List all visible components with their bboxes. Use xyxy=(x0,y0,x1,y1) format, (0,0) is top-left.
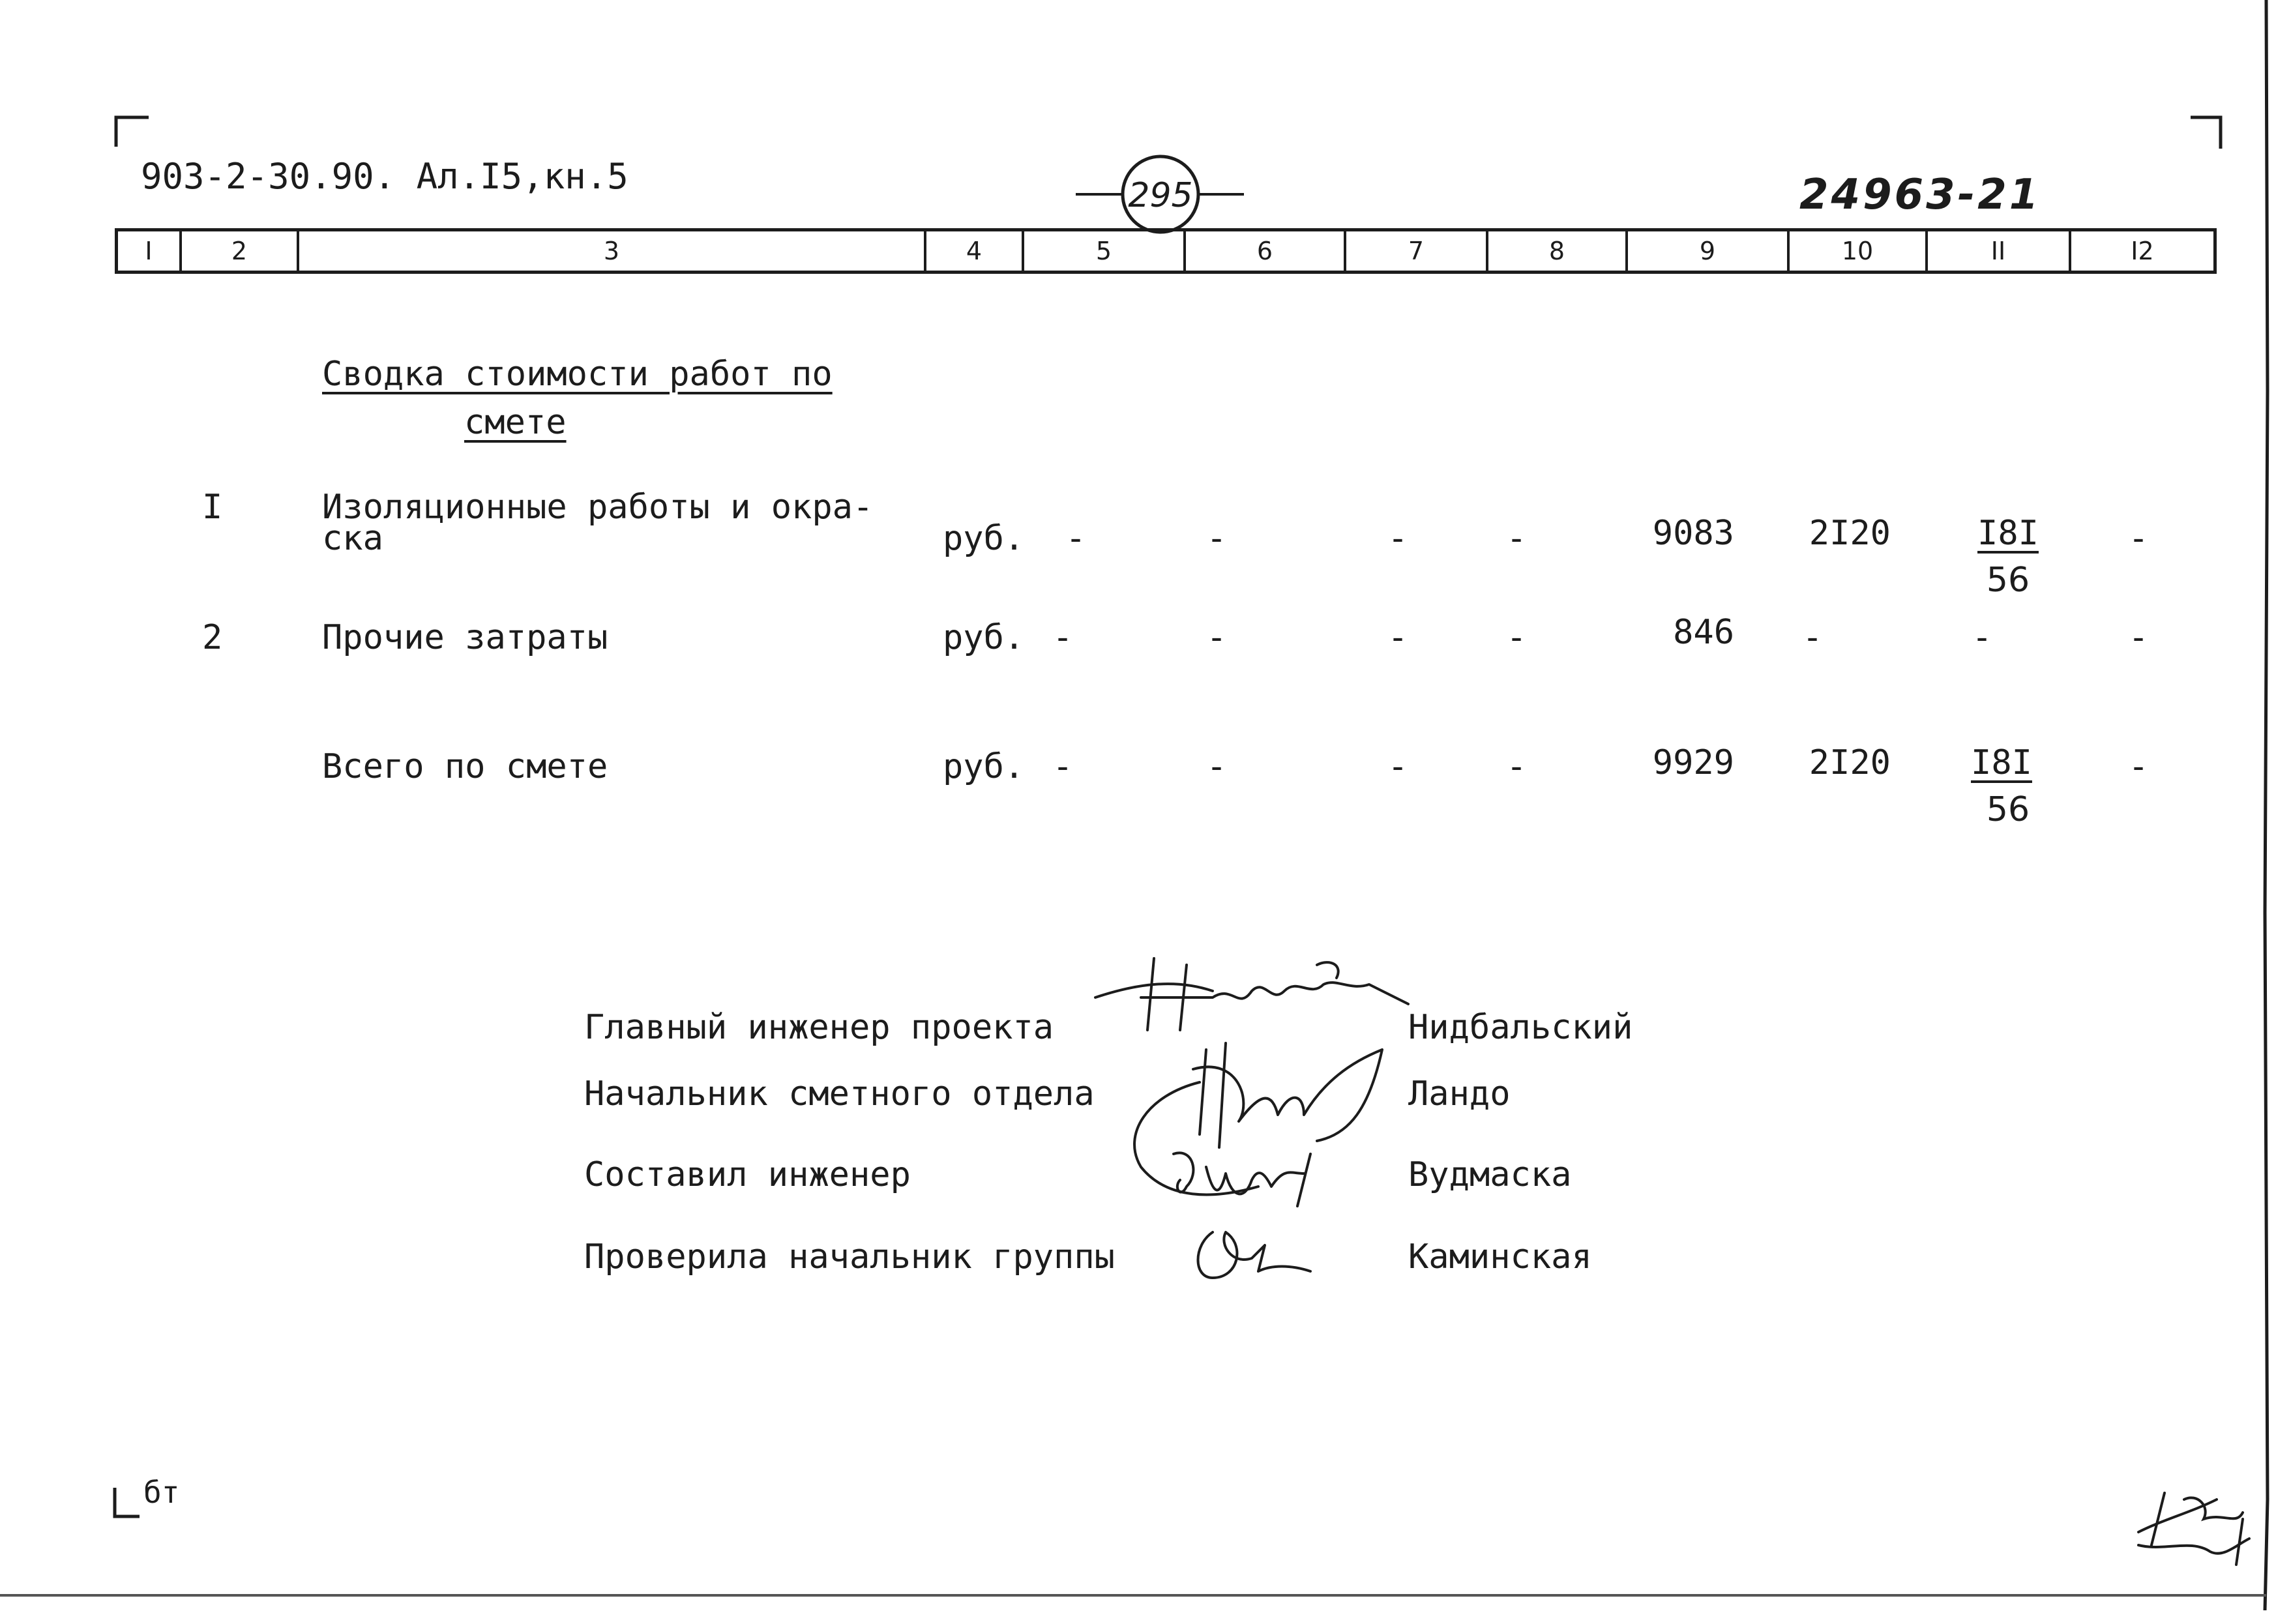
cell-col11-numerator: I8I xyxy=(1977,514,2039,553)
column-header: 2 xyxy=(179,231,297,271)
cell-col8: - xyxy=(1506,618,1527,657)
total-col9: 9929 xyxy=(1652,743,1734,782)
signature-role: Главный инженер проекта xyxy=(584,1008,1054,1047)
column-header: 3 xyxy=(297,231,924,271)
cell-col10: - xyxy=(1802,618,1823,657)
signature-role: Проверила начальник группы xyxy=(584,1237,1115,1277)
column-header: 8 xyxy=(1486,231,1625,271)
cell-col11: - xyxy=(1972,618,1992,657)
handwritten-signatures xyxy=(1043,939,1434,1304)
column-header: 9 xyxy=(1625,231,1787,271)
doc-code: 903-2-30.90. Ал.I5,кн.5 xyxy=(141,156,628,197)
signature-name: Вудмаска xyxy=(1408,1155,1572,1194)
summary-title-line1: Сводка стоимости работ по xyxy=(322,355,833,394)
cell-col8: - xyxy=(1506,519,1527,558)
total-col11-denominator: 56 xyxy=(1986,790,2030,829)
summary-title-line2: смете xyxy=(464,403,567,442)
cell-col10: 2I20 xyxy=(1809,514,1891,553)
total-col12: - xyxy=(2128,747,2149,786)
cell-col5: - xyxy=(1052,618,1073,657)
row-number: I xyxy=(202,488,223,527)
row-number: 2 xyxy=(202,618,223,657)
column-header: 4 xyxy=(924,231,1022,271)
total-col8: - xyxy=(1506,747,1527,786)
cell-col7: - xyxy=(1387,519,1408,558)
total-label: Всего по смете xyxy=(322,747,608,786)
column-header: II xyxy=(1925,231,2069,271)
cell-col12: - xyxy=(2128,618,2149,657)
cell-col11-denominator: 56 xyxy=(1986,561,2030,600)
total-col11-numerator: I8I xyxy=(1971,743,2032,782)
column-header: 5 xyxy=(1022,231,1183,271)
signature-name: Ландо xyxy=(1408,1074,1511,1114)
row-name-line2: ска xyxy=(322,519,383,558)
corner-mark: бт xyxy=(143,1475,180,1510)
signature-role: Составил инженер xyxy=(584,1155,911,1194)
column-header: 10 xyxy=(1787,231,1925,271)
cell-col6: - xyxy=(1206,519,1227,558)
signature-role: Начальник сметного отдела xyxy=(584,1074,1095,1114)
column-header: 6 xyxy=(1183,231,1344,271)
cell-col12: - xyxy=(2128,519,2149,558)
column-header: I xyxy=(145,237,153,265)
row-unit: руб. xyxy=(943,618,1025,657)
signature-name: Нидбальский xyxy=(1408,1008,1633,1047)
cell-col9: 846 xyxy=(1673,613,1734,652)
column-header: I2 xyxy=(2069,231,2213,271)
cell-col5: - xyxy=(1065,519,1086,558)
column-header-bar xyxy=(115,228,2217,274)
total-col6: - xyxy=(1206,747,1227,786)
initials-scribble xyxy=(2125,1473,2256,1571)
total-unit: руб. xyxy=(943,747,1025,786)
page-number: 295 xyxy=(1128,176,1193,215)
column-header: 7 xyxy=(1344,231,1486,271)
signature-name: Каминская xyxy=(1408,1237,1592,1277)
cell-col9: 9083 xyxy=(1652,514,1734,553)
row-name-line1: Прочие затраты xyxy=(322,618,608,657)
cell-col6: - xyxy=(1206,618,1227,657)
cell-col7: - xyxy=(1387,618,1408,657)
row-name-line1: Изоляционные работы и окра- xyxy=(322,488,874,527)
total-col7: - xyxy=(1387,747,1408,786)
row-unit: руб. xyxy=(943,519,1025,558)
total-col10: 2I20 xyxy=(1809,743,1891,782)
total-col5: - xyxy=(1052,747,1073,786)
archive-number: 24963-21 xyxy=(1799,171,2041,219)
